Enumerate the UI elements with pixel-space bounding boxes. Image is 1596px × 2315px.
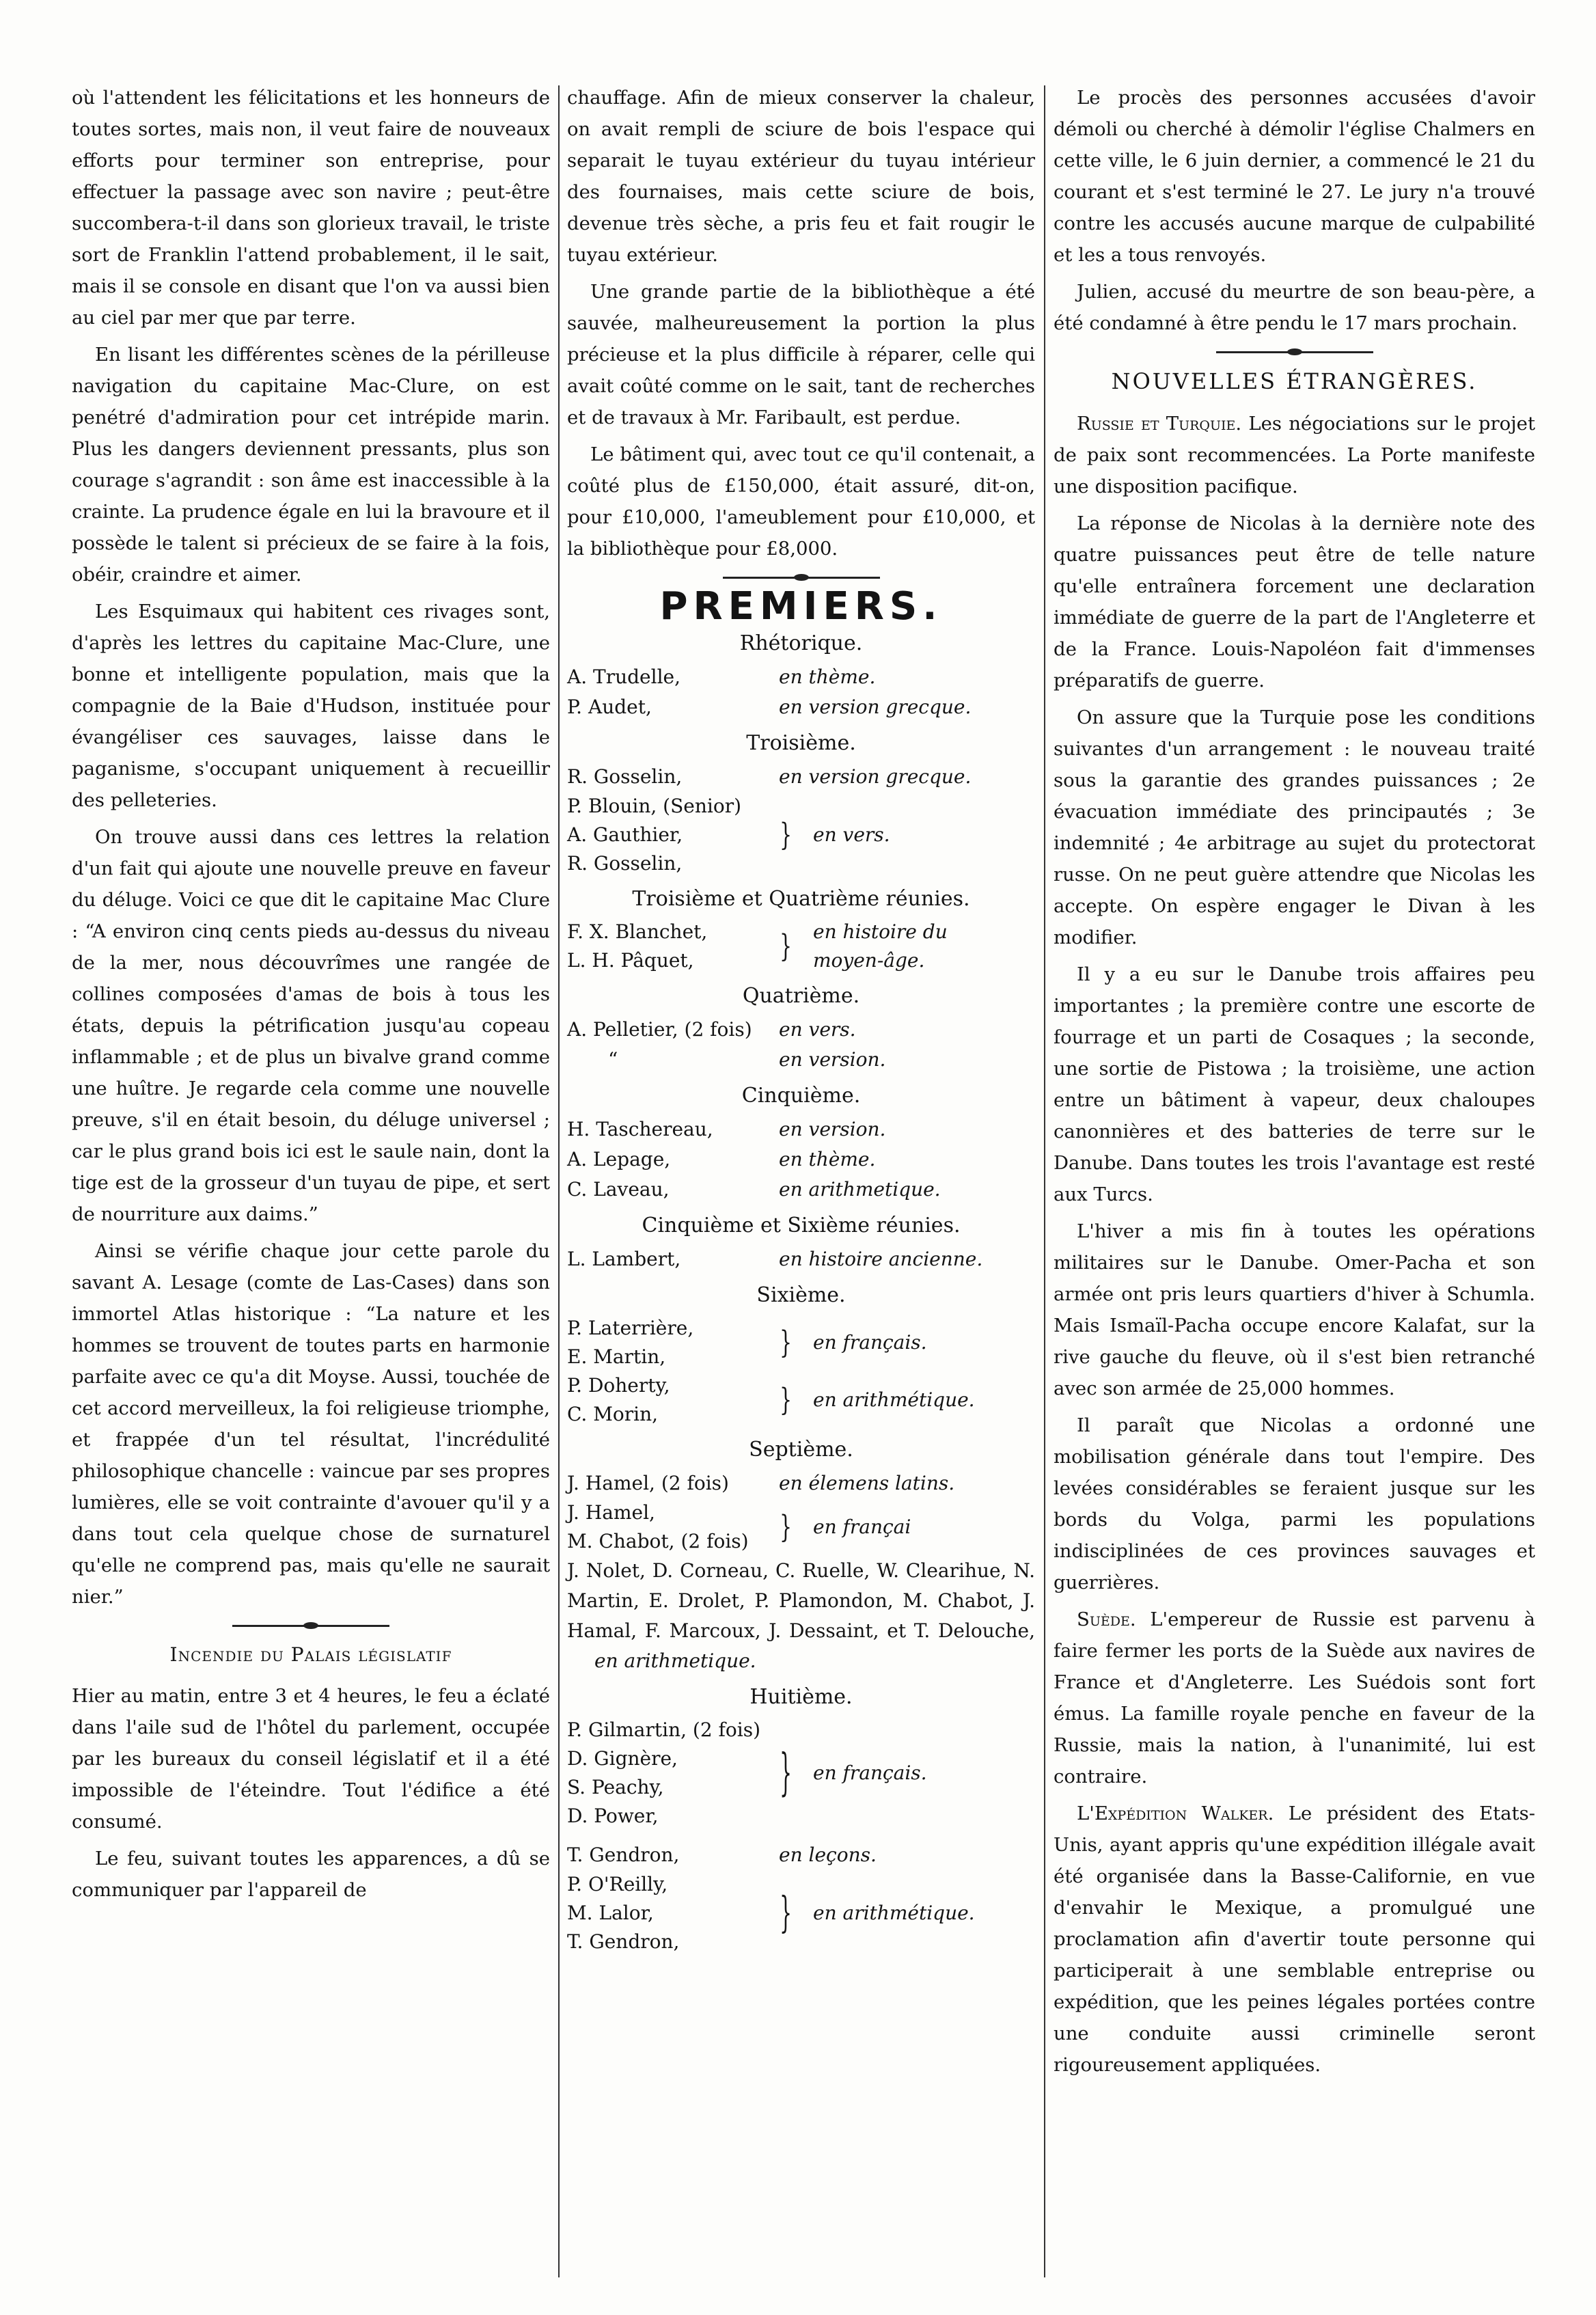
student-names [567, 1498, 772, 1556]
prize-subject: en arithmetique. [594, 1649, 756, 1672]
brace-glyph: } [780, 816, 792, 853]
premiers-title: PREMIERS. [659, 584, 943, 629]
article-paragraph: Une grande partie de la bibliothèque a été sauvée, malheureusement la portion la plus précieuse et la plus difficile à réparer, celle qui avait coûté comme on le sait, tant de recherches et de travaux à Mr. Faribault, est perdue. [567, 281, 1035, 428]
prize-subject: en arithmétique. [813, 1902, 975, 1924]
article-paragraph: Le procès des personnes accusées d'avoir démoli ou cherché à démolir l'église Chalmers en cette ville, le 6 juin dernier, a commencé le 21 du courant et s'est terminé le 27. Le jury n'a trouvé contre les accusés aucune marque de culpabilité et les a tous renvoyés. [1054, 87, 1535, 266]
student-name: R. Gosselin, [567, 852, 683, 875]
student-names: J. Nolet, D. Corneau, C. Ruelle, W. Clearihue, N. Martin, E. Drolet, P. Plamondon, M. Chabot, J. Hamal, F. Marcoux, J. Dessaint, et T. Delouche, [567, 1559, 1035, 1642]
prize-group [567, 1371, 1035, 1429]
student-name: C. Morin, [567, 1403, 659, 1425]
article-paragraph: La réponse de Nicolas à la dernière note des quatre puissances peut être de telle nature qu'elle entraînera forcement une declaration immédiate de guerre de la part de l'Angleterre et de la France. Louis-Napoléon fait d'immenses préparatifs de guerre. [1054, 512, 1535, 691]
run-in-text: Le président des Etats-Unis, ayant appris qu'une expédition illégale avait été organisée dans la Basse-Californie, en vue d'envahir le Mexique, a promulgué une proclamation afin d'avertir toute personne qui participerait à une semblable entreprise ou expédition, que les peines légales portées contre une conduite aussi criminelle seront rigoureusement appliquées. [1054, 1803, 1535, 2076]
article-paragraph: Il paraît que Nicolas a ordonné une mobilisation générale dans tout l'empire. Des levées considérables se feraient jusque sur les bords du Volga, parmi les populations indisciplinées de ces provinces sauvages et guerrières. [1054, 1414, 1535, 1593]
student-name: A. Trudelle, [567, 666, 680, 688]
brace-glyph: } [780, 1508, 792, 1545]
article-paragraph: Le bâtiment qui, avec tout ce qu'il contenait, a coûté plus de £150,000, était assuré, dit-on, pour £10,000, l'ameublement pour £10,000, et la bibliothèque pour £8,000. [567, 443, 1035, 560]
prize-group [567, 918, 1035, 975]
article-paragraph: chauffage. Afin de mieux conserver la chaleur, on avait rempli de sciure de bois l'espace qui separait le tuyau extérieur du tuyau intérieur des fournaises, mais cette sciure de bois, devenue très sèche, a pris feu et fait rougir le tuyau extérieur. [567, 87, 1035, 266]
run-in-label: Russie et Turquie. [1077, 413, 1242, 435]
student-name: J. Hamel, (2 fois) [567, 1472, 729, 1494]
student-name: T. Gendron, [567, 1844, 680, 1866]
article-paragraph [1054, 408, 1535, 502]
section-heading: Cinquième. [741, 1084, 861, 1108]
prize-line [567, 1840, 1035, 1870]
student-name: D. Gignère, [567, 1747, 678, 1770]
student-name: C. Laveau, [567, 1178, 670, 1201]
prize-subject: en leçons. [779, 1844, 877, 1866]
prize-subject: en vers. [779, 1018, 856, 1041]
brace-glyph: } [780, 1742, 792, 1802]
section-heading: Quatrième. [742, 984, 860, 1008]
brace-glyph: } [780, 1381, 792, 1418]
student-name: P. O'Reilly, [567, 1873, 668, 1895]
student-names [567, 1314, 772, 1371]
student-name: A. Pelletier, (2 fois) [567, 1018, 752, 1041]
student-name: P. Blouin, (Senior) [567, 795, 742, 817]
article-paragraph: On trouve aussi dans ces lettres la relation d'un fait qui ajoute une nouvelle preuve en faveur du déluge. Voici ce que dit le capitaine Mac Clure : “A environ cinq cents pieds au-dessus du niveau de la mer, nous découvrîmes une rangée de collines composées d'amas de bois à tous les états, depuis la pétrification jusqu'au copeau inflammable ; et de plus un bivalve grand comme une huître. Je regarde cela comme une nouvelle preuve, s'il en était besoin, du déluge universel ; car le plus grand bois ici est le saule nain, dont la tige est de la grosseur d'un tuyau de pipe, et sert de nourriture aux daims.” [72, 826, 550, 1225]
brace-glyph: } [780, 1887, 792, 1938]
prize-subject: en français. [813, 1331, 927, 1354]
prize-subject: en français. [813, 1762, 927, 1784]
prize-subject: en thème. [779, 666, 876, 688]
column-2 [567, 82, 1035, 2288]
prize-line [567, 692, 1035, 722]
article-paragraph: On assure que la Turquie pose les conditions suivantes d'un arrangement : le nouveau traité sous la garantie des grandes puissances ; 2e évacuation immédiate des principautés ; 3e indemnité ; 4e arbitrage au sujet du protectorat russe. On ne peut guère attendre que Nicolas les accepte. On espère engager le Divan à les modifier. [1054, 707, 1535, 948]
article-paragraph: En lisant les différentes scènes de la périlleuse navigation du capitaine Mac-Clure, on est penétré d'admiration pour cet intrépide marin. Plus les dangers deviennent pressants, plus son courage s'agrandit : son âme est inaccessible à la crainte. La prudence égale en lui la bravoure et il possède le talent si précieux de se faire à la fois, obéir, craindre et aimer. [72, 344, 550, 586]
nouvelles-heading: NOUVELLES ÉTRANGÈRES. [1111, 368, 1478, 394]
run-in-label: Suède. [1077, 1608, 1136, 1630]
prize-subject-line: moyen-âge. [813, 949, 925, 972]
student-names [567, 1870, 772, 1956]
prize-subject: en version. [779, 1048, 886, 1071]
student-name: H. Taschereau, [567, 1118, 713, 1140]
prize-paragraph [567, 1556, 1035, 1676]
prize-subject: en arithmetique. [779, 1178, 941, 1201]
student-name: S. Peachy, [567, 1776, 664, 1798]
article-paragraph: Les Esquimaux qui habitent ces rivages sont, d'après les lettres du capitaine Mac-Clure, une bonne et intelligente population, mais que la compagnie de la Baie d'Hudson, instituée pour évangéliser ces sauvages, laisse dans le paganisme, s'occupant uniquement à recueillir des pelleteries. [72, 601, 550, 811]
section-heading: Septième. [749, 1438, 853, 1462]
student-name: P. Doherty, [567, 1374, 670, 1397]
prize-subject: en thème. [779, 1148, 876, 1170]
student-names [567, 1371, 772, 1429]
article-paragraph: Ainsi se vérifie chaque jour cette parole du savant A. Lesage (comte de Las-Cases) dans son immortel Atlas historique : “La nature et les hommes se trouvent de toutes parts en harmonie parfaite avec ce qu'a dit Moyse. Aussi, touchée de cet accord merveilleux, la foi religieuse triomphe, et frappée d'un tel résultat, l'incrédulité philosophique chancelle : vaincue par ses propres lumières, elle se voit contrainte d'avouer qu'il y a dans tout cela quelque chose de surnaturel qu'elle ne comprend pas, mais qu'elle ne saurait nier.” [72, 1240, 550, 1608]
separator-rule [723, 577, 880, 579]
article-paragraph: Il y a eu sur le Danube trois affaires peu importantes ; la première contre une escorte de fourrage et un parti de Cosaques ; la seconde, une sortie de Pistowa ; la troisième, une action entre un bâtiment à vapeur, deux chaloupes canonnières et des batteries de terre sur le Danube. Dans toutes les trois l'avantage est resté aux Turcs. [1054, 963, 1535, 1205]
column-1 [72, 82, 550, 2288]
student-name: P. Laterrière, [567, 1317, 694, 1339]
separator-rule [232, 1625, 389, 1627]
article-paragraph [1054, 1798, 1535, 2081]
student-name: L. H. Pâquet, [567, 949, 694, 972]
section-heading: Rhétorique. [739, 631, 863, 655]
prize-group [567, 1498, 1035, 1556]
prize-line [567, 762, 1035, 792]
prize-line [567, 1175, 1035, 1205]
student-name: D. Power, [567, 1805, 659, 1827]
article-paragraph: Le feu, suivant toutes les apparences, a dû se communiquer par l'appareil de [72, 1848, 550, 1901]
student-name: F. X. Blanchet, [567, 920, 708, 943]
article-paragraph: où l'attendent les félicitations et les honneurs de toutes sortes, mais non, il veut faire de nouveaux efforts pour terminer son entreprise, pour effectuer la passage avec son navire ; peut-être succombera-t-il dans son glorieux travail, le triste sort de Franklin l'attend probablement, il le sait, mais il se console en disant que l'on va aussi bien au ciel par mer que par terre. [72, 87, 550, 329]
prize-line [567, 1114, 1035, 1145]
prize-subject: en vers. [813, 823, 890, 846]
section-heading: Troisième et Quatrième réunies. [632, 887, 970, 911]
student-names [567, 1716, 772, 1831]
student-names [567, 792, 772, 878]
prize-subject: en version grecque. [779, 765, 972, 788]
column-3 [1054, 82, 1535, 2288]
section-heading: Huitième. [749, 1685, 853, 1709]
prize-line [567, 1244, 1035, 1274]
student-name: L. Lambert, [567, 1248, 681, 1270]
column-divider [1044, 85, 1045, 2277]
student-name: J. Hamel, [567, 1501, 655, 1524]
section-heading: Troisième. [746, 731, 856, 755]
section-heading: Sixième. [756, 1283, 846, 1307]
student-name: A. Gauthier, [567, 823, 683, 846]
separator-rule [1216, 351, 1373, 353]
incendie-heading: Incendie du Palais législatif [169, 1643, 452, 1666]
prize-subject: en françai [813, 1516, 911, 1538]
article-paragraph [1054, 1604, 1535, 1792]
prize-subject: en élemens latins. [779, 1472, 955, 1494]
prize-group [567, 1716, 1035, 1831]
ditto-mark: “ [608, 1048, 618, 1071]
prize-subject: en histoire ancienne. [779, 1248, 983, 1270]
prize-line [567, 1468, 1035, 1498]
prize-line [567, 662, 1035, 692]
student-name: E. Martin, [567, 1345, 666, 1368]
prize-subject: en version grecque. [779, 696, 972, 718]
prize-group [567, 1314, 1035, 1371]
student-name: M. Lalor, [567, 1902, 654, 1924]
student-names [567, 918, 772, 975]
article-paragraph: L'hiver a mis fin à toutes les opérations militaires sur le Danube. Omer-Pacha et son armée ont pris leurs quartiers d'hiver à Schumla. Mais Ismaïl-Pacha occupe encore Kalafat, sur la rive gauche du fleuve, où il s'est bien retranché avec son armée de 25,000 hommes. [1054, 1220, 1535, 1399]
prize-line [567, 1145, 1035, 1175]
prize-line [567, 1045, 1035, 1075]
prize-group [567, 1870, 1035, 1956]
student-name: M. Chabot, (2 fois) [567, 1530, 749, 1552]
student-name: P. Gilmartin, (2 fois) [567, 1718, 761, 1741]
column-divider [558, 85, 560, 2277]
student-name: R. Gosselin, [567, 765, 683, 788]
section-heading: Cinquième et Sixième réunies. [642, 1214, 961, 1237]
article-paragraph: Julien, accusé du meurtre de son beau-père, a été condamné à être pendu le 17 mars prochain. [1054, 281, 1535, 334]
prize-subject-line: en histoire du [813, 920, 948, 943]
student-name: A. Lepage, [567, 1148, 671, 1170]
brace-glyph: } [780, 927, 792, 964]
prize-subject: en version. [779, 1118, 886, 1140]
article-paragraph: Hier au matin, entre 3 et 4 heures, le feu a éclaté dans l'aile sud de l'hôtel du parlement, occupée par les bureaux du conseil législatif et il a été impossible de l'éteindre. Tout l'édifice a été consumé. [72, 1685, 550, 1833]
prize-subject [799, 918, 1035, 975]
student-name: P. Audet, [567, 696, 652, 718]
run-in-text: L'empereur de Russie est parvenu à faire fermer les ports de la Suède aux navires de France et d'Angleterre. Les Suédois sont fort émus. La famille royale penche en faveur de la Russie, mais la nation, à l'unanimité, lui est contraire. [1054, 1608, 1535, 1787]
prize-group [567, 792, 1035, 878]
prize-line [567, 1015, 1035, 1045]
prize-subject: en arithmétique. [813, 1388, 975, 1411]
run-in-text: Les négociations sur le projet de paix sont recommencées. La Porte manifeste une disposition pacifique. [1054, 413, 1535, 497]
brace-glyph: } [780, 1324, 792, 1360]
student-name: T. Gendron, [567, 1930, 680, 1953]
run-in-label: L'Expédition Walker. [1077, 1803, 1274, 1824]
